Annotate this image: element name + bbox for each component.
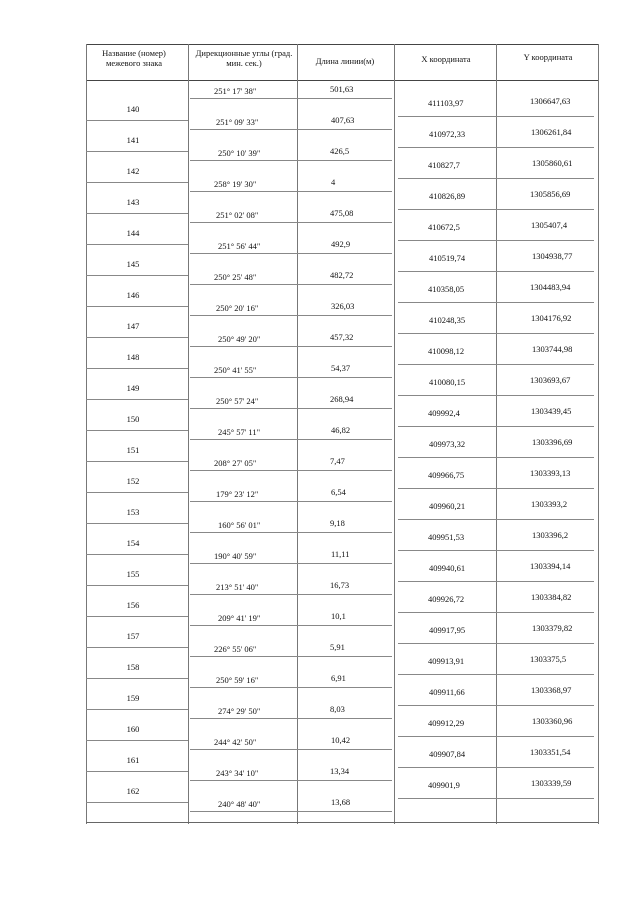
line-row-rule xyxy=(190,439,392,440)
point-name: 144 xyxy=(126,228,140,238)
x-coordinate: 409960,21 xyxy=(429,501,466,511)
y-coordinate: 1303744,98 xyxy=(532,344,573,354)
header-angle: Дирекционные углы (град. мин. сек.) xyxy=(195,48,293,68)
header-name: Название (номер) межевого знака xyxy=(102,48,166,68)
line-row-rule xyxy=(190,222,392,223)
point-name: 145 xyxy=(126,259,140,269)
point-name: 155 xyxy=(126,569,140,579)
x-coordinate: 409940,61 xyxy=(429,563,466,573)
point-row-rule xyxy=(86,523,188,524)
line-row-rule xyxy=(190,191,392,192)
coord-row-rule xyxy=(398,240,594,241)
line-length: 501,63 xyxy=(330,84,354,94)
coord-row-rule xyxy=(398,271,594,272)
x-coordinate: 409992,4 xyxy=(428,408,460,418)
header-bottom-rule xyxy=(86,80,598,81)
x-coordinate: 410827,7 xyxy=(428,160,460,170)
x-coordinate: 410519,74 xyxy=(429,253,466,263)
table-bottom-rule xyxy=(86,822,598,823)
line-length: 268,94 xyxy=(330,394,354,404)
x-coordinate: 409901,9 xyxy=(428,780,460,790)
point-row-rule xyxy=(86,616,188,617)
line-length: 426,5 xyxy=(330,146,350,156)
point-row-rule xyxy=(86,461,188,462)
line-row-rule xyxy=(190,284,392,285)
header-x: X координата xyxy=(421,54,471,64)
point-row-rule xyxy=(86,802,188,803)
coord-row-rule xyxy=(398,364,594,365)
y-coordinate: 1303393,13 xyxy=(530,468,571,478)
point-row-rule xyxy=(86,585,188,586)
coord-row-rule xyxy=(398,581,594,582)
point-row-rule xyxy=(86,430,188,431)
line-row-rule xyxy=(190,780,392,781)
point-name: 158 xyxy=(126,662,140,672)
point-row-rule xyxy=(86,399,188,400)
direction-angle: 251° 09' 33" xyxy=(216,117,259,127)
line-row-rule xyxy=(190,315,392,316)
x-coordinate: 410248,35 xyxy=(429,315,466,325)
line-length: 54,37 xyxy=(331,363,351,373)
point-row-rule xyxy=(86,120,188,121)
point-row-rule xyxy=(86,182,188,183)
y-coordinate: 1304938,77 xyxy=(532,251,573,261)
point-name: 146 xyxy=(126,290,140,300)
point-name: 151 xyxy=(126,445,140,455)
point-name: 162 xyxy=(126,786,140,796)
x-coordinate: 410098,12 xyxy=(428,346,465,356)
point-row-rule xyxy=(86,554,188,555)
x-coordinate: 410080,15 xyxy=(429,377,466,387)
coord-row-rule xyxy=(398,302,594,303)
coord-row-rule xyxy=(398,736,594,737)
point-name: 140 xyxy=(126,104,140,114)
direction-angle: 258° 19' 30" xyxy=(214,179,257,189)
y-coordinate: 1303439,45 xyxy=(531,406,572,416)
point-row-rule xyxy=(86,213,188,214)
y-coordinate: 1305860,61 xyxy=(532,158,573,168)
x-coordinate: 409911,66 xyxy=(429,687,465,697)
point-row-rule xyxy=(86,678,188,679)
y-coordinate: 1304483,94 xyxy=(530,282,571,292)
coord-row-rule xyxy=(398,550,594,551)
y-coordinate: 1303394,14 xyxy=(530,561,571,571)
line-row-rule xyxy=(190,563,392,564)
line-length: 8,03 xyxy=(330,704,345,714)
direction-angle: 208° 27' 05" xyxy=(214,458,257,468)
line-length: 492,9 xyxy=(331,239,351,249)
point-row-rule xyxy=(86,306,188,307)
line-length: 5,91 xyxy=(330,642,345,652)
line-length: 16,73 xyxy=(330,580,350,590)
point-row-rule xyxy=(86,337,188,338)
x-coordinate: 409973,32 xyxy=(429,439,466,449)
y-coordinate: 1303693,67 xyxy=(530,375,571,385)
point-name: 153 xyxy=(126,507,140,517)
line-row-rule xyxy=(190,594,392,595)
direction-angle: 245° 57' 11" xyxy=(218,427,261,437)
point-name: 157 xyxy=(126,631,140,641)
direction-angle: 190° 40' 59" xyxy=(214,551,257,561)
direction-angle: 250° 25' 48" xyxy=(214,272,257,282)
y-coordinate: 1303360,96 xyxy=(532,716,573,726)
column-divider xyxy=(86,44,87,824)
x-coordinate: 409913,91 xyxy=(428,656,465,666)
direction-angle: 209° 41' 19" xyxy=(218,613,261,623)
x-coordinate: 410826,89 xyxy=(429,191,466,201)
column-divider xyxy=(598,44,599,824)
direction-angle: 251° 56' 44" xyxy=(218,241,261,251)
point-name: 149 xyxy=(126,383,140,393)
coord-row-rule xyxy=(398,116,594,117)
coord-row-rule xyxy=(398,767,594,768)
line-row-rule xyxy=(190,501,392,502)
line-length: 6,54 xyxy=(331,487,346,497)
direction-angle: 240° 48' 40" xyxy=(218,799,261,809)
direction-angle: 226° 55' 06" xyxy=(214,644,257,654)
point-row-rule xyxy=(86,492,188,493)
header-y: Y координата xyxy=(523,52,573,62)
line-length: 6,91 xyxy=(331,673,346,683)
line-row-rule xyxy=(190,687,392,688)
point-name: 156 xyxy=(126,600,140,610)
line-length: 326,03 xyxy=(331,301,355,311)
line-row-rule xyxy=(190,346,392,347)
direction-angle: 250° 10' 39" xyxy=(218,148,261,158)
coord-row-rule xyxy=(398,147,594,148)
line-row-rule xyxy=(190,408,392,409)
direction-angle: 250° 41' 55" xyxy=(214,365,257,375)
coord-row-rule xyxy=(398,333,594,334)
direction-angle: 251° 17' 38" xyxy=(214,86,257,96)
y-coordinate: 1304176,92 xyxy=(531,313,572,323)
line-length: 4 xyxy=(331,177,336,187)
x-coordinate: 409966,75 xyxy=(428,470,465,480)
column-divider xyxy=(496,44,497,824)
line-row-rule xyxy=(190,160,392,161)
direction-angle: 250° 20' 16" xyxy=(216,303,259,313)
line-row-rule xyxy=(190,749,392,750)
coord-row-rule xyxy=(398,674,594,675)
point-name: 159 xyxy=(126,693,140,703)
y-coordinate: 1306647,63 xyxy=(530,96,571,106)
direction-angle: 244° 42' 50" xyxy=(214,737,257,747)
coord-row-rule xyxy=(398,612,594,613)
coord-row-rule xyxy=(398,426,594,427)
line-length: 457,32 xyxy=(330,332,354,342)
line-row-rule xyxy=(190,656,392,657)
point-name: 150 xyxy=(126,414,140,424)
x-coordinate: 409917,95 xyxy=(429,625,466,635)
y-coordinate: 1303351,54 xyxy=(530,747,571,757)
line-row-rule xyxy=(190,377,392,378)
point-row-rule xyxy=(86,368,188,369)
line-length: 11,11 xyxy=(331,549,350,559)
point-row-rule xyxy=(86,771,188,772)
x-coordinate: 410972,33 xyxy=(429,129,466,139)
coord-row-rule xyxy=(398,488,594,489)
line-row-rule xyxy=(190,129,392,130)
x-coordinate: 410672,5 xyxy=(428,222,460,232)
header-length: Длина линии(м) xyxy=(315,56,375,66)
point-name: 141 xyxy=(126,135,140,145)
line-length: 475,08 xyxy=(330,208,354,218)
line-row-rule xyxy=(190,470,392,471)
line-length: 46,82 xyxy=(331,425,351,435)
y-coordinate: 1303396,69 xyxy=(532,437,573,447)
point-row-rule xyxy=(86,244,188,245)
point-name: 161 xyxy=(126,755,140,765)
point-row-rule xyxy=(86,151,188,152)
direction-angle: 251° 02' 08" xyxy=(216,210,259,220)
coord-row-rule xyxy=(398,798,594,799)
coord-row-rule xyxy=(398,395,594,396)
direction-angle: 274° 29' 50" xyxy=(218,706,261,716)
line-length: 10,42 xyxy=(331,735,351,745)
y-coordinate: 1303396,2 xyxy=(532,530,569,540)
point-name: 142 xyxy=(126,166,140,176)
coord-row-rule xyxy=(398,705,594,706)
line-row-rule xyxy=(190,811,392,812)
y-coordinate: 1306261,84 xyxy=(531,127,572,137)
line-length: 7,47 xyxy=(330,456,345,466)
y-coordinate: 1305407,4 xyxy=(531,220,568,230)
column-divider xyxy=(188,44,189,824)
point-name: 154 xyxy=(126,538,140,548)
y-coordinate: 1303375,5 xyxy=(530,654,567,664)
line-length: 407,63 xyxy=(331,115,355,125)
x-coordinate: 409912,29 xyxy=(428,718,465,728)
line-length: 482,72 xyxy=(330,270,354,280)
direction-angle: 213° 51' 40" xyxy=(216,582,259,592)
point-name: 148 xyxy=(126,352,140,362)
x-coordinate: 410358,05 xyxy=(428,284,465,294)
point-name: 160 xyxy=(126,724,140,734)
y-coordinate: 1303393,2 xyxy=(531,499,568,509)
point-row-rule xyxy=(86,740,188,741)
coord-row-rule xyxy=(398,209,594,210)
point-row-rule xyxy=(86,275,188,276)
coord-row-rule xyxy=(398,457,594,458)
line-length: 13,34 xyxy=(330,766,350,776)
line-row-rule xyxy=(190,718,392,719)
x-coordinate: 409907,84 xyxy=(429,749,466,759)
y-coordinate: 1303379,82 xyxy=(532,623,573,633)
line-row-rule xyxy=(190,253,392,254)
line-length: 10,1 xyxy=(331,611,346,621)
x-coordinate: 409926,72 xyxy=(428,594,465,604)
column-divider xyxy=(394,44,395,824)
point-name: 152 xyxy=(126,476,140,486)
direction-angle: 243° 34' 10" xyxy=(216,768,259,778)
y-coordinate: 1303339,59 xyxy=(531,778,572,788)
y-coordinate: 1305856,69 xyxy=(530,189,571,199)
coord-row-rule xyxy=(398,643,594,644)
line-length: 9,18 xyxy=(330,518,345,528)
line-length: 13,68 xyxy=(331,797,351,807)
point-row-rule xyxy=(86,647,188,648)
coord-row-rule xyxy=(398,519,594,520)
direction-angle: 250° 59' 16" xyxy=(216,675,259,685)
point-row-rule xyxy=(86,709,188,710)
header-top-rule xyxy=(86,44,598,45)
line-row-rule xyxy=(190,625,392,626)
column-divider xyxy=(297,44,298,824)
x-coordinate: 409951,53 xyxy=(428,532,465,542)
point-name: 147 xyxy=(126,321,140,331)
direction-angle: 179° 23' 12" xyxy=(216,489,259,499)
point-name: 143 xyxy=(126,197,140,207)
direction-angle: 160° 56' 01" xyxy=(218,520,261,530)
y-coordinate: 1303368,97 xyxy=(531,685,572,695)
x-coordinate: 411103,97 xyxy=(428,98,464,108)
line-row-rule xyxy=(190,532,392,533)
direction-angle: 250° 49' 20" xyxy=(218,334,261,344)
coord-row-rule xyxy=(398,178,594,179)
direction-angle: 250° 57' 24" xyxy=(216,396,259,406)
line-row-rule xyxy=(190,98,392,99)
y-coordinate: 1303384,82 xyxy=(531,592,572,602)
